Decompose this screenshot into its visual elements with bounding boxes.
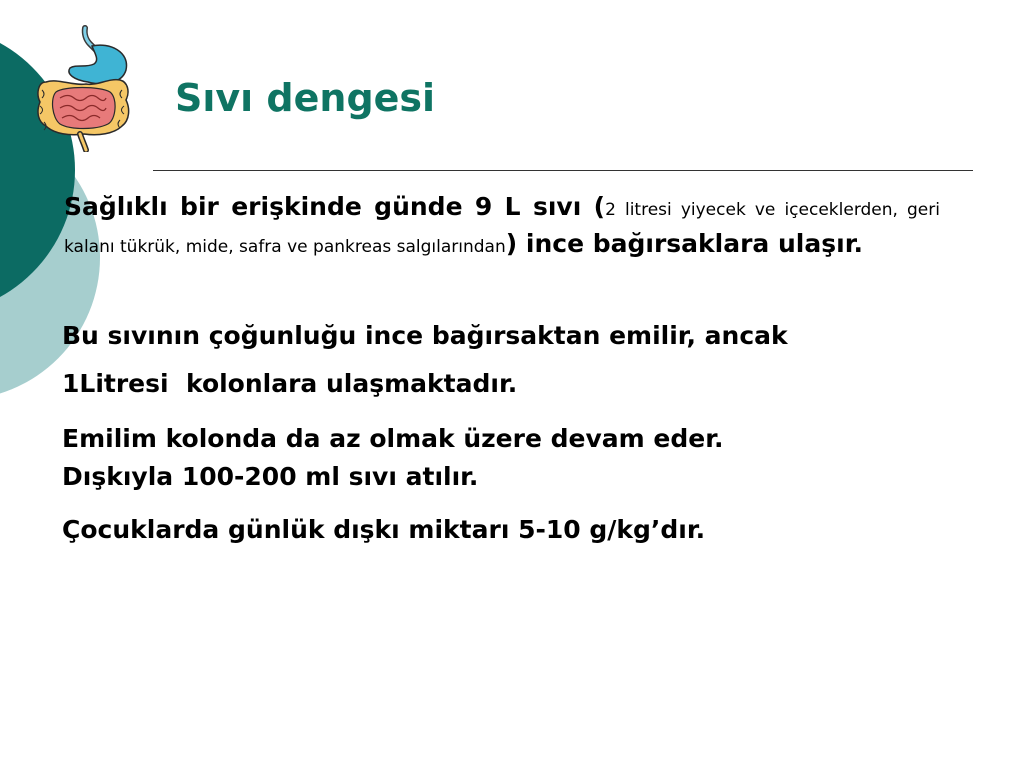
- paragraph-colon-line2: Dışkıyla 100-200 ml sıvı atılır.: [62, 462, 479, 491]
- paragraph-daily-fluid-end: ) ince bağırsaklara ulaşır.: [505, 229, 863, 258]
- paragraph-colon-line1: Emilim kolonda da az olmak üzere devam eder.: [62, 424, 724, 453]
- paragraph-children-stool: Çocuklarda günlük dışkı miktarı 5-10 g/kg’dır.: [62, 515, 706, 544]
- paragraph-absorption-line1: Bu sıvının çoğunluğu ince bağırsaktan emilir, ancak: [62, 321, 788, 350]
- digestive-system-icon: [30, 24, 140, 152]
- paragraph-absorption: [62, 312, 962, 408]
- paragraph-colon-absorption: [62, 420, 962, 496]
- paragraph-absorption-line2: 1Litresi kolonlara ulaşmaktadır.: [62, 369, 518, 398]
- paragraph-daily-fluid-start: Sağlıklı bir erişkinde günde 9 L sıvı (: [64, 192, 606, 221]
- paragraph-daily-fluid: [64, 190, 940, 264]
- paragraph-daily-fluid-detail: 2 litresi yiyecek ve içeceklerden, geri kalanı tükrük, mide, safra ve pankreas salgılarından: [64, 200, 940, 257]
- slide-title: Sıvı dengesi: [175, 76, 436, 120]
- title-divider: [153, 170, 973, 171]
